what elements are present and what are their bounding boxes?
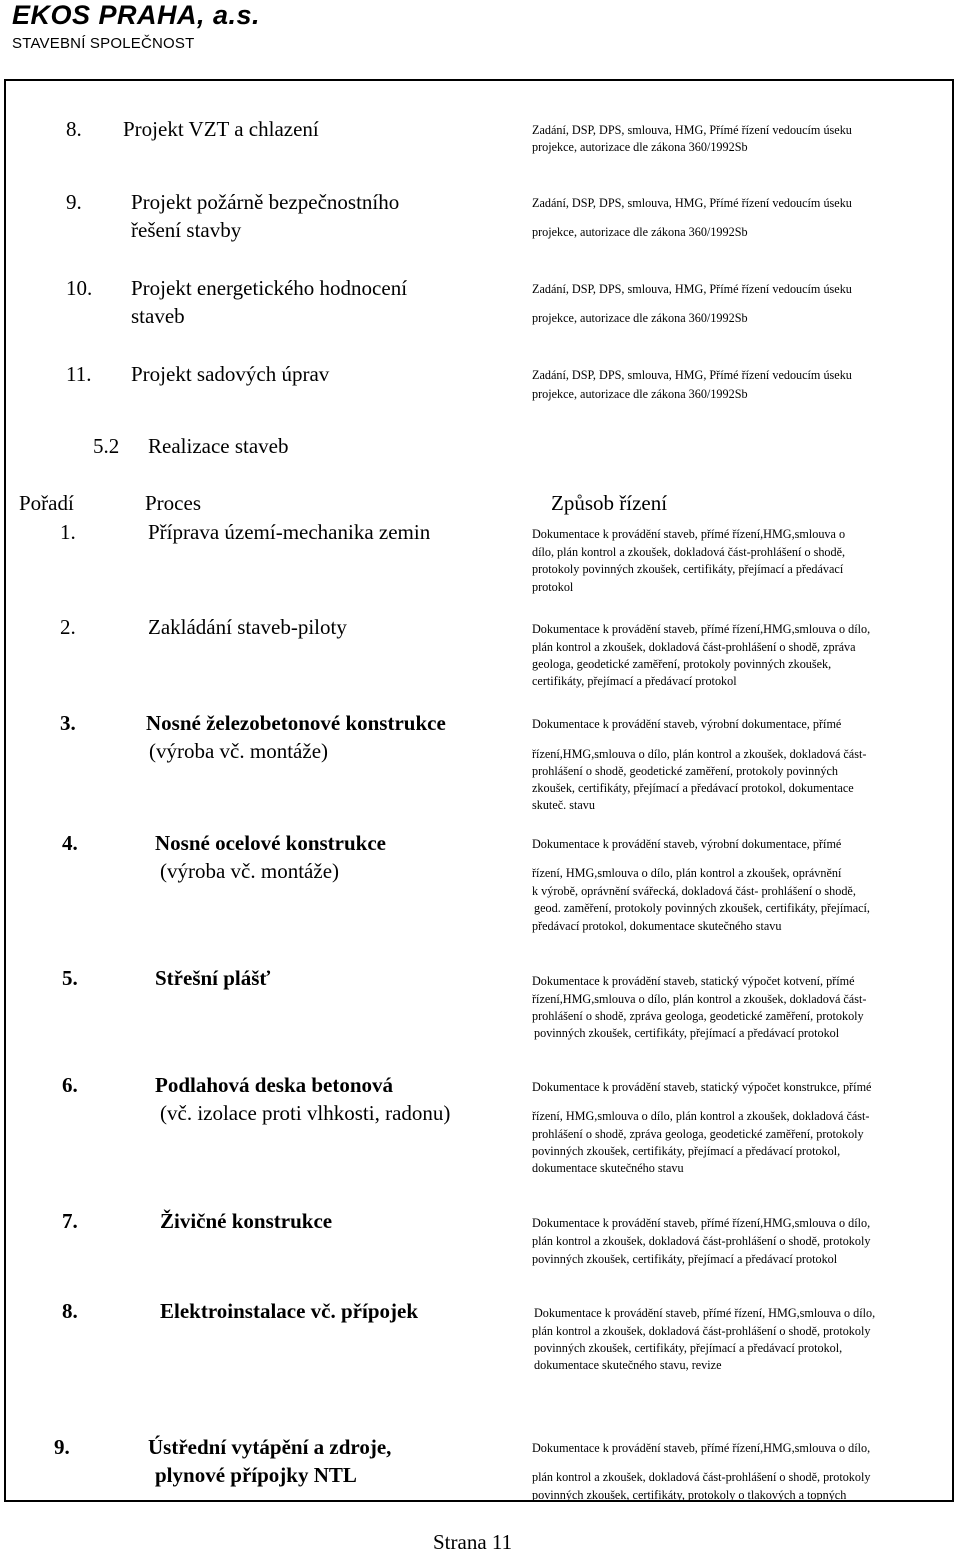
process-desc: Dokumentace k provádění staveb, statický výpočet kotvení, přímé: [532, 974, 855, 988]
process-title: Elektroinstalace vč. přípojek: [160, 1299, 419, 1323]
company-name: EKOS PRAHA, a.s.: [12, 0, 261, 30]
column-header-management: Způsob řízení: [551, 491, 668, 515]
section-number: 5.2: [93, 434, 120, 458]
process-desc: řízení, HMG,smlouva o dílo, plán kontrol a zkoušek, oprávnění: [532, 866, 842, 880]
process-desc: povinných zkoušek, certifikáty, přejímací a předávací protokol,: [534, 1341, 843, 1355]
process-num: 5.: [62, 966, 78, 990]
process-desc: prohlášení o shodě, geodetické zaměření, protokoly povinných: [532, 764, 838, 778]
process-desc: plán kontrol a zkoušek, dokladová část-prohlášení o shodě, zpráva: [532, 640, 856, 654]
process-desc: Dokumentace k provádění staveb, přímé řízení,HMG,smlouva o dílo,: [532, 622, 871, 636]
process-desc: dokumentace skutečného stavu: [532, 1161, 684, 1175]
process-desc: protokoly povinných zkoušek, certifikáty, přejímací a předávací: [532, 562, 844, 576]
process-title: Zakládání staveb-piloty: [148, 615, 347, 639]
project-num: 10.: [66, 276, 93, 300]
process-desc: protokol: [532, 580, 574, 594]
process-title: (vč. izolace proti vlhkosti, radonu): [160, 1101, 451, 1125]
process-num: 8.: [62, 1299, 78, 1323]
process-desc: plán kontrol a zkoušek, dokladová část-prohlášení o shodě, protokoly: [532, 1324, 871, 1338]
column-header-process: Proces: [145, 491, 201, 515]
column-header-order: Pořadí: [19, 491, 74, 515]
process-desc: povinných zkoušek, certifikáty, protokoly o tlakových a topných: [532, 1488, 847, 1502]
process-num: 2.: [60, 615, 76, 639]
project-title: Projekt sadových úprav: [131, 362, 330, 386]
process-desc: povinných zkoušek, certifikáty, přejímací a předávací protokol,: [532, 1144, 841, 1158]
project-desc: Zadání, DSP, DPS, smlouva, HMG, Přímé řízení vedoucím úseku: [532, 282, 852, 296]
process-num: 9.: [54, 1435, 70, 1459]
process-desc: povinných zkoušek, certifikáty, přejímací a předávací protokol: [532, 1252, 838, 1266]
process-title: Příprava území-mechanika zemin: [148, 520, 431, 544]
process-desc: řízení,HMG,smlouva o dílo, plán kontrol a zkoušek, dokladová část-: [532, 992, 867, 1006]
process-desc: Dokumentace k provádění staveb, statický výpočet konstrukce, přímé: [532, 1080, 872, 1094]
project-desc: Zadání, DSP, DPS, smlouva, HMG, Přímé řízení vedoucím úseku: [532, 368, 852, 382]
process-num: 7.: [62, 1209, 78, 1233]
process-desc: Dokumentace k provádění staveb, přímé řízení, HMG,smlouva o dílo,: [534, 1306, 876, 1320]
process-desc: zkoušek, certifikáty, přejímací a předávací protokol, dokumentace: [532, 781, 854, 795]
project-desc: projekce, autorizace dle zákona 360/1992Sb: [532, 311, 748, 325]
process-title: plynové přípojky NTL: [155, 1463, 357, 1487]
process-num: 4.: [62, 831, 78, 855]
process-desc: prohlášení o shodě, zpráva geologa, geodetické zaměření, protokoly: [532, 1009, 864, 1023]
section-title: Realizace staveb: [148, 434, 289, 458]
process-num: 3.: [60, 711, 76, 735]
process-desc: řízení,HMG,smlouva o dílo, plán kontrol a zkoušek, dokladová část-: [532, 747, 867, 761]
process-desc: Dokumentace k provádění staveb, přímé řízení,HMG,smlouva o dílo,: [532, 1441, 871, 1455]
process-title: (výroba vč. montáže): [160, 859, 340, 883]
project-title: Projekt energetického hodnocení: [131, 276, 408, 300]
process-desc: řízení, HMG,smlouva o dílo, plán kontrol a zkoušek, dokladová část-: [532, 1109, 870, 1123]
process-desc: předávací protokol, dokumentace skutečného stavu: [532, 919, 782, 933]
project-desc: projekce, autorizace dle zákona 360/1992Sb: [532, 140, 748, 154]
project-title: staveb: [131, 304, 185, 328]
project-num: 8.: [66, 117, 82, 141]
process-desc: skuteč. stavu: [532, 798, 595, 812]
process-title: Střešní plášť: [155, 966, 271, 990]
process-desc: geod. zaměření, protokoly povinných zkoušek, certifikáty, přejímací,: [534, 901, 870, 915]
process-desc: dílo, plán kontrol a zkoušek, dokladová část-prohlášení o shodě,: [532, 545, 846, 559]
process-desc: prohlášení o shodě, zpráva geologa, geodetické zaměření, protokoly: [532, 1127, 864, 1141]
project-title: řešení stavby: [131, 218, 242, 242]
project-num: 9.: [66, 190, 82, 214]
process-title: Živičné konstrukce: [160, 1209, 333, 1233]
process-desc: Dokumentace k provádění staveb, výrobní dokumentace, přímé: [532, 837, 842, 851]
project-desc: projekce, autorizace dle zákona 360/1992Sb: [532, 225, 748, 239]
process-desc: Dokumentace k provádění staveb, výrobní dokumentace, přímé: [532, 717, 842, 731]
process-title: Nosné ocelové konstrukce: [155, 831, 386, 855]
project-desc: Zadání, DSP, DPS, smlouva, HMG, Přímé řízení vedoucím úseku: [532, 196, 852, 210]
process-num: 6.: [62, 1073, 78, 1097]
process-desc: dokumentace skutečného stavu, revize: [534, 1358, 722, 1372]
process-desc: geologa, geodetické zaměření, protokoly povinných zkoušek,: [532, 657, 832, 671]
project-desc: projekce, autorizace dle zákona 360/1992Sb: [532, 387, 748, 401]
process-title: Podlahová deska betonová: [155, 1073, 394, 1097]
project-desc: Zadání, DSP, DPS, smlouva, HMG, Přímé řízení vedoucím úseku: [532, 123, 852, 137]
project-title: Projekt požárně bezpečnostního: [131, 190, 400, 214]
process-desc: k výrobě, oprávnění svářecká, dokladová část- prohlášení o shodě,: [532, 884, 856, 898]
page-number: Strana 11: [433, 1530, 513, 1554]
process-title: Ústřední vytápění a zdroje,: [148, 1435, 392, 1459]
process-desc: plán kontrol a zkoušek, dokladová část-prohlášení o shodě, protokoly: [532, 1234, 871, 1248]
process-num: 1.: [60, 520, 76, 544]
company-subtitle: STAVEBNÍ SPOLEČNOST: [12, 35, 195, 52]
process-desc: Dokumentace k provádění staveb, přímé řízení,HMG,smlouva o: [532, 527, 846, 541]
process-desc: Dokumentace k provádění staveb, přímé řízení,HMG,smlouva o dílo,: [532, 1216, 871, 1230]
project-title: Projekt VZT a chlazení: [123, 117, 319, 141]
process-desc: povinných zkoušek, certifikáty, přejímací a předávací protokol: [534, 1026, 840, 1040]
process-desc: plán kontrol a zkoušek, dokladová část-prohlášení o shodě, protokoly: [532, 1470, 871, 1484]
process-title: Nosné železobetonové konstrukce: [146, 711, 446, 735]
project-num: 11.: [66, 362, 92, 386]
process-title: (výroba vč. montáže): [149, 739, 329, 763]
process-desc: certifikáty, přejímací a předávací protokol: [532, 674, 737, 688]
